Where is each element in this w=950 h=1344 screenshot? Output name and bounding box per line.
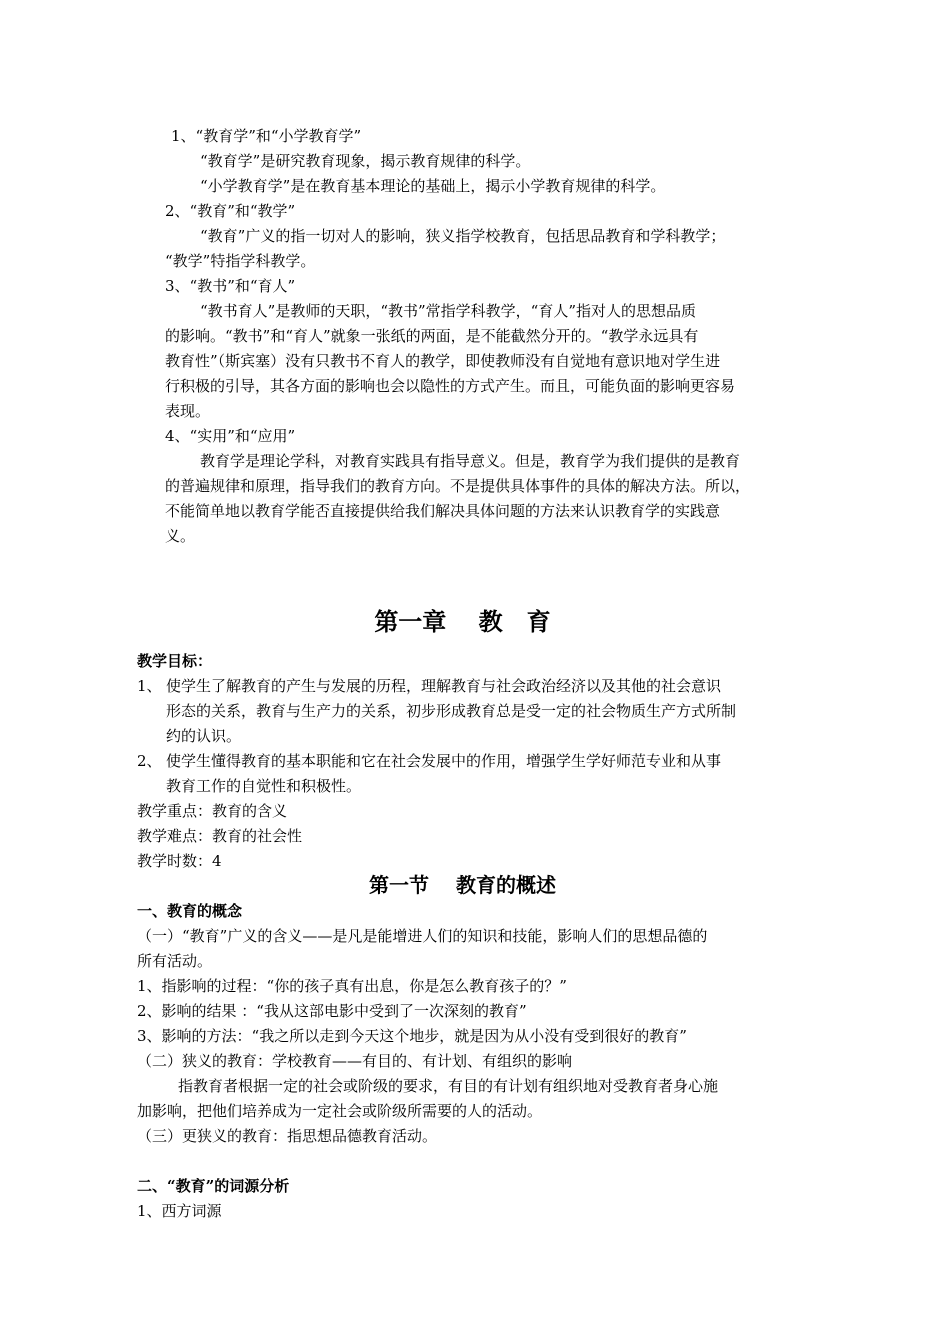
section-title: 第一节 教育的概述: [369, 873, 556, 897]
intro-text-3-4: 行积极的引导，其各方面的影响也会以隐性的方式产生。而且，可能负面的影响更容易: [165, 377, 736, 395]
narrower-definition: （三）更狭义的教育：指思想品德教育活动。: [137, 1127, 438, 1145]
objective-text-1-1: 使学生了解教育的产生与发展的历程，理解教育与社会政治经济以及其他的社会意识: [166, 677, 722, 695]
part1-text-5: 3、影响的方法：“我之所以走到今天这个地步，就是因为从小没有受到很好的教育”: [137, 1027, 687, 1045]
part2-heading: 二、“教育”的词源分析: [137, 1177, 290, 1195]
intro-text-4-3: 不能简单地以教育学能否直接提供给我们解决具体问题的方法来认识教育学的实践意: [165, 502, 721, 520]
intro-heading-3: 3、“教书”和“育人”: [165, 277, 296, 295]
intro-text-4-2: 的普遍规律和原理，指导我们的教育方向。不是提供具体事件的具体的解决方法。所以，: [165, 477, 751, 495]
intro-text-2-1: “教育”广义的指一切对人的影响，狭义指学校教育，包括思品教育和学科教学；: [200, 227, 726, 245]
intro-text-4-1: 教育学是理论学科，对教育实践具有指导意义。但是，教育学为我们提供的是教育: [200, 452, 741, 470]
part1-heading: 一、教育的概念: [137, 902, 243, 920]
objective-text-2-1: 使学生懂得教育的基本职能和它在社会发展中的作用，增强学生学好师范专业和从事: [166, 752, 722, 770]
intro-heading-2: 2、“教育”和“教学”: [165, 202, 296, 220]
narrow-detail-1: 指教育者根据一定的社会或阶级的要求，有目的有计划有组织地对受教育者身心施: [178, 1077, 719, 1095]
difficulty: 教学难点：教育的社会性: [137, 827, 303, 845]
intro-text-3-1: “教书育人”是教师的天职，“教书”常指学科教学，“育人”指对人的思想品质: [200, 302, 697, 320]
intro-text-1-2: “小学教育学”是在教育基本理论的基础上，揭示小学教育规律的科学。: [200, 177, 666, 195]
part2-text-1: 1、西方词源: [137, 1202, 222, 1220]
part1-text-2: 所有活动。: [137, 952, 213, 970]
objective-text-2-2: 教育工作的自觉性和积极性。: [166, 777, 362, 795]
objective-number-2: 2、: [137, 752, 162, 770]
intro-heading-1: 1、“教育学”和“小学教育学”: [171, 127, 362, 145]
part1-text-3: 1、指影响的过程：“你的孩子真有出息，你是怎么教育孩子的？”: [137, 977, 567, 995]
objective-text-1-3: 约的认识。: [166, 727, 242, 745]
part1-text-1: （一）“教育”广义的含义——是凡是能增进人们的知识和技能，影响人们的思想品德的: [137, 927, 708, 945]
key-point: 教学重点：教育的含义: [137, 802, 288, 820]
intro-text-1-1: “教育学”是研究教育现象，揭示教育规律的科学。: [200, 152, 531, 170]
narrow-detail-2: 加影响，把他们培养成为一定社会或阶级所需要的人的活动。: [137, 1102, 543, 1120]
objectives-label: 教学目标：: [137, 652, 213, 670]
intro-text-3-5: 表现。: [165, 402, 211, 420]
objective-number-1: 1、: [137, 677, 162, 695]
teaching-hours: 教学时数：4: [137, 852, 222, 870]
intro-text-4-4: 义。: [165, 527, 196, 545]
intro-text-3-2: 的影响。“教书”和“育人”就象一张纸的两面，是不能截然分开的。“教学永远具有: [165, 327, 699, 345]
objective-text-1-2: 形态的关系，教育与生产力的关系，初步形成教育总是受一定的社会物质生产方式所制: [166, 702, 737, 720]
part1-text-4: 2、影响的结果 ：“我从这部电影中受到了一次深刻的教育”: [137, 1002, 527, 1020]
intro-text-2-2: “教学”特指学科教学。: [165, 252, 316, 270]
intro-heading-4: 4、“实用”和“应用”: [165, 427, 296, 445]
chapter-title: 第一章 教 育: [374, 607, 551, 636]
intro-text-3-3: 教育性”（斯宾塞）没有只教书不育人的教学，即使教师没有自觉地有意识地对学生进: [165, 352, 721, 370]
part1-text-6: （二）狭义的教育：学校教育——有目的、有计划、有组织的影响: [137, 1052, 573, 1070]
